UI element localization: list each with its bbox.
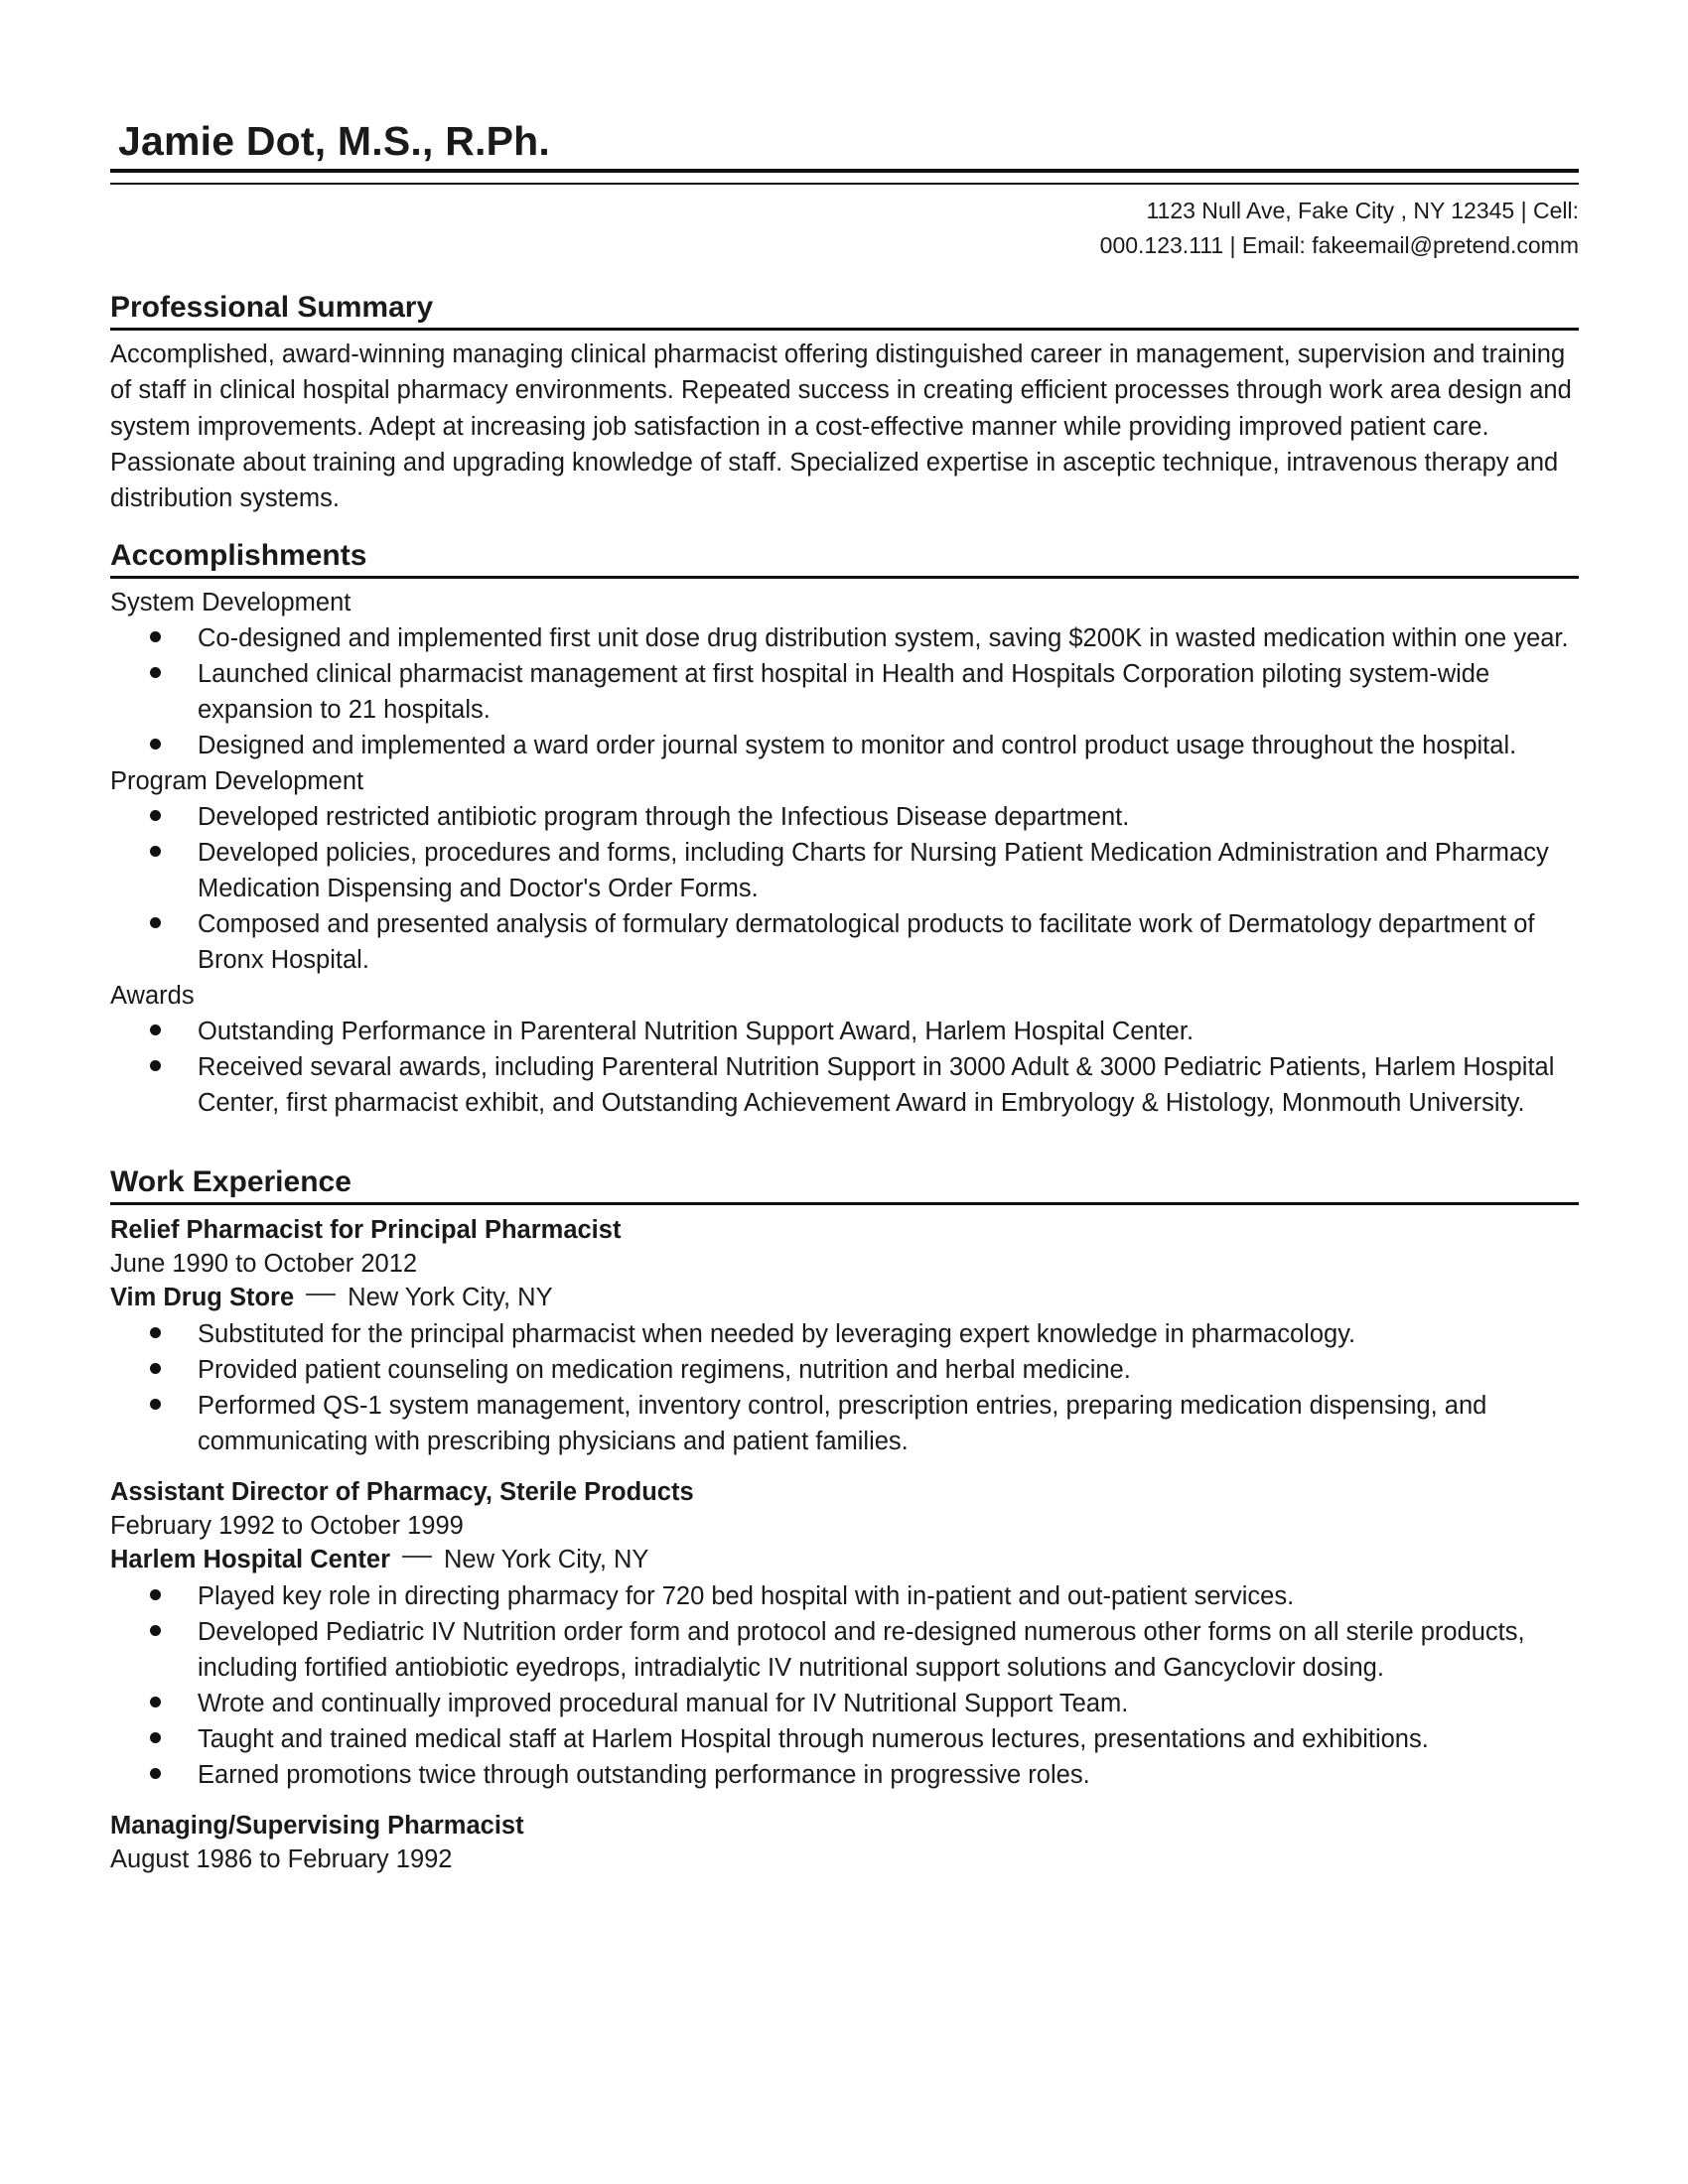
list-item (198, 906, 1579, 978)
bullet-icon (150, 1625, 161, 1636)
list-item-text: Substituted for the principal pharmacist when needed by leveraging expert knowledge in pharmacology. (198, 1320, 1356, 1349)
list-item-text: Outstanding Performance in Parenteral Nutrition Support Award, Harlem Hospital Center. (198, 1018, 1195, 1046)
bullet-icon (150, 1768, 161, 1779)
contact-line-1: 1123 Null Ave, Fake City , NY 12345 | Cell: (1146, 198, 1579, 223)
list-item (198, 1049, 1579, 1121)
job-employer (110, 1281, 1579, 1314)
bullet-icon (150, 846, 161, 857)
bullet-icon (150, 1327, 161, 1338)
experience-section (110, 1164, 1579, 1876)
job-duties-list (110, 1578, 1579, 1793)
contact-info (110, 194, 1579, 263)
bullet-icon (150, 1024, 161, 1035)
list-item-text: Received sevaral awards, including Parenteral Nutrition Support in 3000 Adult & 3000 Pediatric Patients, Harlem Hospital Center, first pharmacist exhibit, and Outstanding Achievement Award in Embryology & Histology, Monmouth University. (198, 1053, 1555, 1118)
job-entry (110, 1809, 1579, 1876)
bullet-icon (150, 1060, 161, 1071)
list-item-text: Developed restricted antibiotic program through the Infectious Disease department. (198, 803, 1130, 832)
dash-divider (402, 1556, 432, 1558)
summary-text: Accomplished, award-winning managing clinical pharmacist offering distinguished career in management, supervision and training of staff in clinical hospital pharmacy environments. Repeated success in creating efficient processes through work area design and system improvements. Adept at increasing job satisfaction in a cost-effective manner while providing improved patient care. Passionate about training and upgrading knowledge of staff. Specialized expertise in asceptic technique, intravenous therapy and distribution systems. (110, 341, 1572, 513)
bullet-icon (150, 739, 161, 750)
list-item (198, 1757, 1579, 1793)
accomplishments-section (110, 538, 1579, 1121)
bullet-icon (150, 1697, 161, 1707)
list-item (198, 1578, 1579, 1614)
dash-divider (306, 1294, 336, 1296)
bullet-icon (150, 1363, 161, 1374)
summary-section (110, 290, 1579, 516)
list-item (198, 1352, 1579, 1388)
list-item (198, 835, 1579, 906)
job-title: Relief Pharmacist for Principal Pharmacist (110, 1216, 622, 1245)
bullet-icon (150, 631, 161, 642)
job-dates: February 1992 to October 1999 (110, 1512, 464, 1541)
job-entry (110, 1475, 1579, 1793)
list-item (198, 1614, 1579, 1686)
company-name: Vim Drug Store (110, 1284, 295, 1312)
accomplishment-group-heading: Program Development (110, 767, 364, 796)
job-title: Managing/Supervising Pharmacist (110, 1812, 524, 1841)
job-location: New York City, NY (444, 1546, 649, 1574)
job-dates: June 1990 to October 2012 (110, 1250, 418, 1279)
bullet-icon (150, 667, 161, 678)
list-item-text: Developed Pediatric IV Nutrition order form and protocol and re-designed numerous other forms on all sterile products, including fortified antiobiotic eyedrops, intradialytic IV nutritional support solutions and Gancyclovir dosing. (198, 1618, 1525, 1683)
job-dates: August 1986 to February 1992 (110, 1845, 453, 1874)
bullet-icon (150, 1589, 161, 1600)
list-item (198, 656, 1579, 728)
list-item-text: Co-designed and implemented first unit dose drug distribution system, saving $200K in wasted medication within one year. (198, 624, 1569, 653)
section-title-accomplishments: Accomplishments (110, 538, 1579, 579)
list-item-text: Launched clinical pharmacist management at first hospital in Health and Hospitals Corporation piloting system-wide expansion to 21 hospitals. (198, 660, 1490, 725)
job-entry (110, 1213, 1579, 1459)
contact-line-2: 000.123.111 | Email: fakeemail@pretend.comm (1099, 232, 1579, 258)
job-title: Assistant Director of Pharmacy, Sterile Products (110, 1478, 694, 1507)
candidate-name: Jamie Dot, M.S., R.Ph. (118, 118, 550, 164)
list-item (198, 1316, 1579, 1352)
list-item (198, 1388, 1579, 1459)
list-item-text: Performed QS-1 system management, inventory control, prescription entries, preparing medication dispensing, and communicating with prescribing physicians and patient families. (198, 1392, 1487, 1456)
accomplishment-list (110, 620, 1579, 763)
list-item-text: Taught and trained medical staff at Harlem Hospital through numerous lectures, presentations and exhibitions. (198, 1725, 1429, 1754)
list-item (198, 620, 1579, 656)
accomplishment-group-heading: System Development (110, 589, 352, 617)
list-item-text: Played key role in directing pharmacy for 720 bed hospital with in-patient and out-patient services. (198, 1582, 1295, 1611)
resume-page (110, 117, 1579, 1876)
bullet-icon (150, 1732, 161, 1743)
bullet-icon (150, 810, 161, 821)
list-item-text: Developed policies, procedures and forms, including Charts for Nursing Patient Medication Administration and Pharmacy Medication Dispensing and Doctor's Order Forms. (198, 839, 1549, 903)
list-item (198, 799, 1579, 835)
list-item-text: Designed and implemented a ward order journal system to monitor and control product usage throughout the hospital. (198, 732, 1517, 760)
bullet-icon (150, 1399, 161, 1410)
bullet-icon (150, 917, 161, 928)
list-item (198, 1721, 1579, 1757)
accomplishment-list (110, 1014, 1579, 1121)
name-divider (110, 169, 1579, 185)
section-title-summary: Professional Summary (110, 290, 1579, 331)
list-item-text: Earned promotions twice through outstanding performance in progressive roles. (198, 1761, 1090, 1790)
list-item (198, 728, 1579, 763)
list-item (198, 1686, 1579, 1721)
job-location: New York City, NY (348, 1284, 553, 1312)
company-name: Harlem Hospital Center (110, 1546, 390, 1574)
list-item-text: Composed and presented analysis of formulary dermatological products to facilitate work of Dermatology department of Bronx Hospital. (198, 910, 1535, 975)
list-item-text: Provided patient counseling on medication regimens, nutrition and herbal medicine. (198, 1356, 1131, 1385)
list-item (198, 1014, 1579, 1049)
job-employer (110, 1543, 1579, 1576)
list-item-text: Wrote and continually improved procedural manual for IV Nutritional Support Team. (198, 1690, 1129, 1718)
section-title-experience: Work Experience (110, 1164, 1579, 1205)
accomplishment-list (110, 799, 1579, 978)
accomplishment-group-heading: Awards (110, 982, 195, 1011)
job-duties-list (110, 1316, 1579, 1459)
